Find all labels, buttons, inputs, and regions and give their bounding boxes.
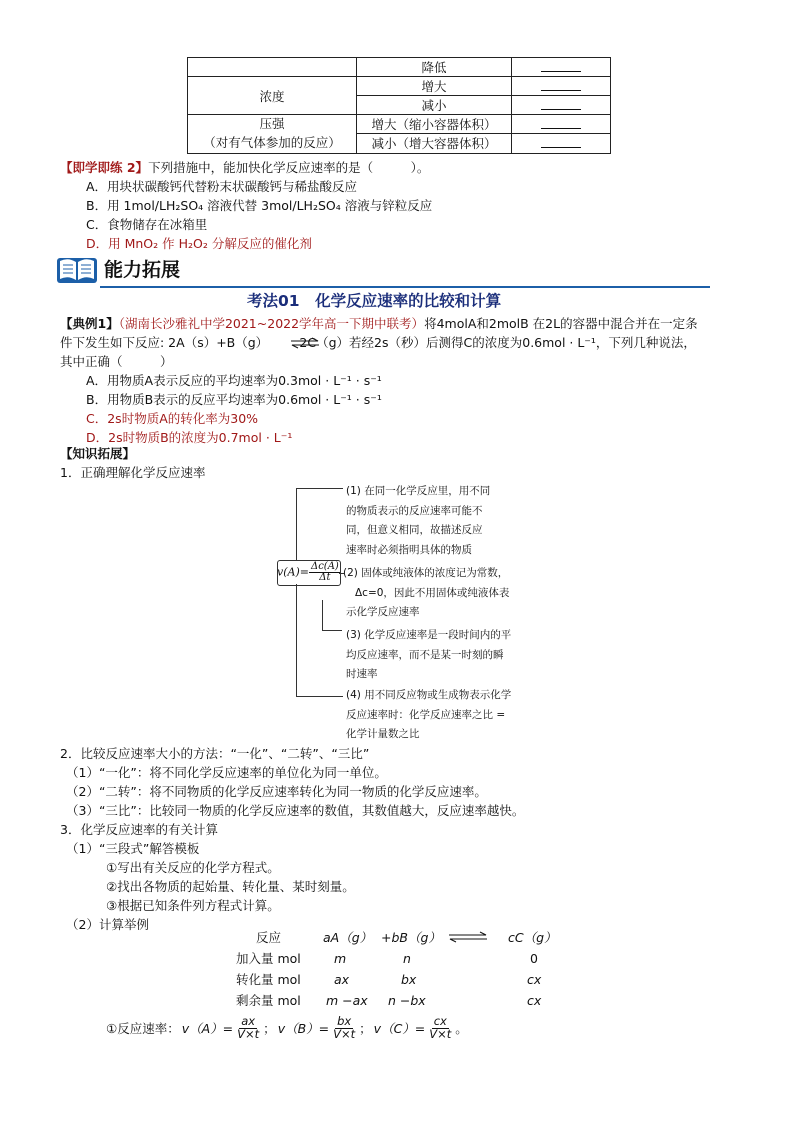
practice2-option-a: A．用块状碳酸钙代替粉末状碳酸钙与稀盐酸反应 bbox=[86, 179, 358, 194]
example1-line2: 件下发生如下反应: 2A（s）+B（g） 2C（g）若经2s（秒）后测得C的浓度为0.6mol · L⁻¹，下列几种说法， bbox=[60, 335, 696, 350]
knowledge-item2-line3: （3）“三比”：比较同一物质的化学反应速率的数值，其数值越大，反应速率越快。 bbox=[66, 803, 525, 818]
rate-den: V×t bbox=[333, 1026, 356, 1041]
note-line: (1) 在同一化学反应里，用不同 bbox=[346, 485, 491, 497]
knowledge-item3-sub2: （2）计算举例 bbox=[66, 917, 149, 932]
condition-table bbox=[187, 57, 611, 154]
step-2: ②找出各物质的起始量、转化量、某时刻量。 bbox=[106, 879, 355, 894]
calc-reversible-arrow-icon bbox=[448, 931, 488, 946]
table-answer-cell bbox=[512, 134, 611, 153]
example1-source: （湖南长沙雅礼中学2021~2022学年高一下期中联考） bbox=[118, 316, 425, 331]
practice2-option-d: D．用 MnO₂ 作 H₂O₂ 分解反应的催化剂 bbox=[86, 236, 312, 251]
diagram-bracket-top bbox=[296, 488, 343, 561]
example1-text: 将4molA和2molB 在2L的容器中混合并在一定条 bbox=[424, 316, 698, 331]
calc-cell: n bbox=[403, 951, 411, 966]
calc-header-b: +bB（g） bbox=[381, 930, 441, 945]
reversible-arrow-icon bbox=[290, 337, 320, 352]
rate-end: 。 bbox=[455, 1020, 468, 1036]
table-answer-cell bbox=[512, 115, 611, 134]
note-line: 同，但意义相同，故描述反应 bbox=[346, 524, 483, 536]
table-cond-cell: 减小 bbox=[357, 96, 512, 115]
note-line: (4) 用不同反应物或生成物表示化学 bbox=[346, 689, 512, 701]
section-title: 能力拓展 bbox=[104, 259, 181, 281]
rate-vb: v（B）= bbox=[277, 1020, 330, 1036]
knowledge-item2-line1: （1）“一化”：将不同化学反应速率的单位化为同一单位。 bbox=[66, 765, 387, 780]
table-group-cell bbox=[188, 58, 357, 77]
table-group-cell bbox=[188, 115, 357, 154]
calc-row-label: 剩余量 mol bbox=[236, 993, 301, 1008]
example1-option-b: B．用物质B表示的反应平均速率为0.6mol · L⁻¹ · s⁻¹ bbox=[86, 392, 382, 407]
practice2-option-c: C．食物储存在冰箱里 bbox=[86, 217, 208, 232]
calc-cell: m bbox=[334, 951, 347, 966]
knowledge-item2: 2．比较反应速率大小的方法：“一化”、“二转”、“三比” bbox=[60, 746, 370, 761]
formula-box bbox=[277, 560, 341, 586]
knowledge-item1: 1．正确理解化学反应速率 bbox=[60, 465, 206, 480]
note-line: 示化学反应速率 bbox=[346, 606, 420, 618]
calc-cell: ax bbox=[334, 972, 350, 987]
table-answer-cell bbox=[512, 77, 611, 96]
practice2-tag: 【即学即练 2】 bbox=[60, 160, 149, 175]
example1-line3: 其中正确（ ） bbox=[60, 354, 173, 369]
note-line: (2) 固体或纯液体的浓度记为常数， bbox=[343, 567, 509, 579]
example1-option-a: A．用物质A表示反应的平均速率为0.3mol · L⁻¹ · s⁻¹ bbox=[86, 373, 382, 388]
note-line: 的物质表示的反应速率可能不 bbox=[346, 504, 483, 517]
note-line: (3) 化学反应速率是一段时间内的平 bbox=[346, 629, 512, 641]
table-cond-cell: 增大 bbox=[357, 77, 512, 96]
note-line: 速率时必须指明具体的物质 bbox=[346, 543, 472, 556]
calc-cell: n −bx bbox=[388, 993, 426, 1008]
note-4 bbox=[346, 686, 511, 745]
diagram-bracket-bottom bbox=[296, 584, 343, 697]
knowledge-item3-sub1: （1）“三段式”解答模板 bbox=[66, 841, 200, 856]
rate-va-num: ax bbox=[241, 1014, 256, 1028]
step-1: ①写出有关反应的化学方程式。 bbox=[106, 860, 280, 875]
method-title: 考法01 化学反应速率的比较和计算 bbox=[247, 292, 502, 310]
table-group-cell: 浓度 bbox=[188, 77, 357, 115]
example1-line1 bbox=[60, 316, 698, 331]
diagram-branch-3-stem bbox=[322, 600, 323, 630]
section-divider bbox=[100, 286, 710, 288]
note-2 bbox=[343, 564, 509, 623]
note-line: Δc=0，因此不用固体或纯液体表 bbox=[355, 586, 510, 599]
calc-row-label: 转化量 mol bbox=[236, 972, 301, 987]
table-cond-cell: 减小（增大容器体积） bbox=[357, 134, 512, 153]
diagram-branch-3 bbox=[322, 630, 342, 631]
example1-tag: 【典例1】 bbox=[60, 316, 119, 331]
calc-header-a: aA（g） bbox=[323, 930, 373, 945]
rate-vc: v（C）= bbox=[373, 1020, 426, 1036]
calc-cell: cx bbox=[527, 972, 542, 987]
rate-equation bbox=[106, 1016, 468, 1040]
rate-sep: ； bbox=[263, 1020, 276, 1036]
calc-cell: cx bbox=[527, 993, 542, 1008]
table-group-note: （对有气体参加的反应） bbox=[203, 134, 341, 150]
practice2-option-b: B．用 1mol/LH₂SO₄ 溶液代替 3mol/LH₂SO₄ 溶液与锌粒反应 bbox=[86, 198, 433, 213]
note-line: 反应速率时：化学反应速率之比 = bbox=[346, 708, 506, 721]
rate-den: V×t bbox=[429, 1026, 452, 1041]
calc-cell: bx bbox=[401, 972, 417, 987]
table-cond-cell: 降低 bbox=[357, 58, 512, 77]
example1-option-c: C．2s时物质A的转化率为30% bbox=[86, 411, 259, 426]
calc-header-reaction: 反应 bbox=[256, 930, 282, 945]
table-group-label: 压强 bbox=[259, 116, 285, 131]
table-answer-cell bbox=[512, 58, 611, 77]
note-line: 均反应速率，而不是某一时刻的瞬 bbox=[346, 648, 504, 661]
rate-den: V×t bbox=[237, 1026, 260, 1041]
rate-vb-num: bx bbox=[337, 1014, 352, 1028]
calc-header-c: cC（g） bbox=[508, 930, 557, 945]
practice2-question bbox=[60, 160, 429, 175]
practice2-text: 下列措施中，能加快化学反应速率的是（ ）。 bbox=[148, 160, 430, 175]
table-cond-cell: 增大（缩小容器体积） bbox=[357, 115, 512, 134]
knowledge-item2-line2: （2）“二转”：将不同物质的化学反应速率转化为同一物质的化学反应速率。 bbox=[66, 784, 487, 799]
table-answer-cell bbox=[512, 96, 611, 115]
knowledge-tag: 【知识拓展】 bbox=[60, 446, 136, 461]
rate-formula-den: Δt bbox=[319, 572, 331, 583]
note-line: 化学计量数之比 bbox=[346, 728, 420, 740]
rate-vc-num: cx bbox=[433, 1014, 447, 1028]
calc-cell: 0 bbox=[530, 951, 538, 966]
calc-cell: m −ax bbox=[326, 993, 368, 1008]
rate-prefix: ①反应速率： bbox=[106, 1020, 180, 1036]
book-icon bbox=[56, 253, 98, 288]
step-3: ③根据已知条件列方程式计算。 bbox=[106, 898, 280, 913]
note-1 bbox=[346, 482, 490, 560]
calc-row-label: 加入量 mol bbox=[236, 951, 301, 966]
knowledge-item3: 3．化学反应速率的有关计算 bbox=[60, 822, 218, 837]
note-3 bbox=[346, 626, 511, 685]
rate-va: v（A）= bbox=[181, 1020, 234, 1036]
example1-option-d: D．2s时物质B的浓度为0.7mol · L⁻¹ bbox=[86, 430, 293, 445]
rate-formula-lhs: v(A)= bbox=[277, 565, 309, 579]
rate-formula-num: Δc(A) bbox=[310, 561, 339, 572]
note-line: 时速率 bbox=[346, 668, 378, 680]
rate-sep: ； bbox=[359, 1020, 372, 1036]
